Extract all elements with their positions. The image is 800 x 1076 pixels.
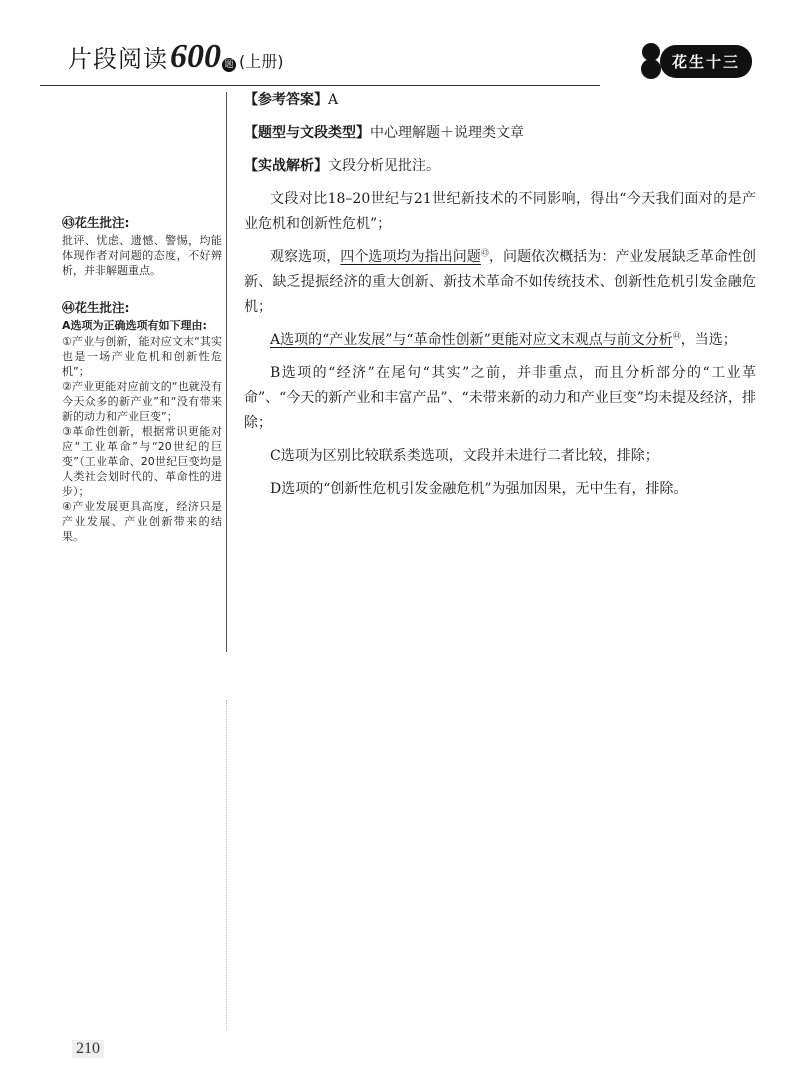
paragraph-text: 观察选项， (270, 249, 341, 265)
book-title-number: 600 (170, 38, 221, 75)
book-title-badge: 题 (222, 58, 236, 72)
header-rule (40, 85, 600, 86)
annotation-item: ③革命性创新，根据常识更能对应“工业革命”与“20世纪的巨变”（工业革命、20世纪巨变均是人类社会划时代的、革命性的进步）； (62, 425, 222, 498)
analysis-value: 文段分析见批注。 (328, 158, 440, 174)
analysis-paragraph-6: D选项的“创新性危机引发金融危机”为强加因果，无中生有，排除。 (270, 481, 688, 497)
analysis-paragraph-2 (244, 245, 756, 320)
answer-label: 【参考答案】 (244, 92, 328, 108)
paragraph-text: ，当选； (680, 332, 737, 348)
analysis-label: 【实战解析】 (244, 158, 328, 174)
analysis-paragraph-1: 文段对比18–20世纪与21世纪新技术的不同影响，得出“今天我们面对的是产业危机和创新性危机”； (244, 191, 756, 232)
brand-name: 花生十三 (660, 45, 752, 78)
page-header (40, 30, 770, 90)
column-divider (226, 92, 227, 652)
question-type-label: 【题型与文段类型】 (244, 125, 370, 141)
analysis-paragraph-4: B选项的“经济”在尾句“其实”之前，并非重点，而且分析部分的“工业革命”、“今天的新产业和丰富产品”、“未带来新的动力和产业巨变”均未提及经济，排除； (244, 365, 756, 431)
brand-logo (636, 42, 752, 80)
question-type-line (244, 121, 756, 146)
annotation-title: ㊸花生批注: (62, 215, 130, 230)
annotation-ref-43: ㊸ (480, 248, 489, 258)
annotation-title: ㊹花生批注: (62, 300, 130, 315)
annotation-sidebar (62, 215, 222, 566)
page-number: 210 (72, 1040, 104, 1058)
analysis-paragraph-5: C选项为区别比较联系类选项，文段并未进行二者比较，排除； (270, 448, 659, 464)
annotation-ref-44: ㊹ (672, 331, 681, 341)
answer-content (244, 88, 756, 510)
underlined-phrase: A选项的“产业发展”与“革命性创新”更能对应文末观点与前文分析 (270, 332, 673, 348)
answer-line (244, 88, 756, 113)
column-divider-dotted (226, 700, 227, 1030)
annotation-lead: A选项为正确选项有如下理由: (62, 319, 207, 332)
underlined-phrase: 四个选项均为指出问题 (340, 249, 481, 265)
question-type-value: 中心理解题＋说理类文章 (370, 125, 524, 141)
book-volume: (上册) (239, 52, 284, 71)
annotation-list (62, 334, 222, 544)
analysis-paragraph-3 (244, 328, 756, 353)
annotation-item: ④产业发展更具高度，经济只是产业发展、产业创新带来的结果。 (62, 500, 222, 543)
annotation-43 (62, 215, 222, 278)
annotation-body: 批评、忧虑、遗憾、警惕，均能体现作者对问题的态度，不好辨析，并非解题重点。 (62, 234, 222, 277)
book-title-text: 片段阅读 (68, 45, 168, 73)
annotation-44 (62, 300, 222, 544)
analysis-line (244, 154, 756, 179)
answer-value: A (328, 92, 339, 108)
annotation-item: ①产业与创新，能对应文末“其实也是一场产业危机和创新性危机”； (62, 335, 222, 378)
annotation-item: ②产业更能对应前文的“也就没有今天众多的新产业”和“没有带来新的动力和产业巨变”； (62, 380, 222, 423)
paragraph-text: ，问题依次概括为：产业发展缺乏革命性创新、缺乏提振经济的重大创新、新技术革命不如传统技术、创新性危机引发金融危机； (244, 249, 757, 315)
book-title (68, 38, 284, 76)
